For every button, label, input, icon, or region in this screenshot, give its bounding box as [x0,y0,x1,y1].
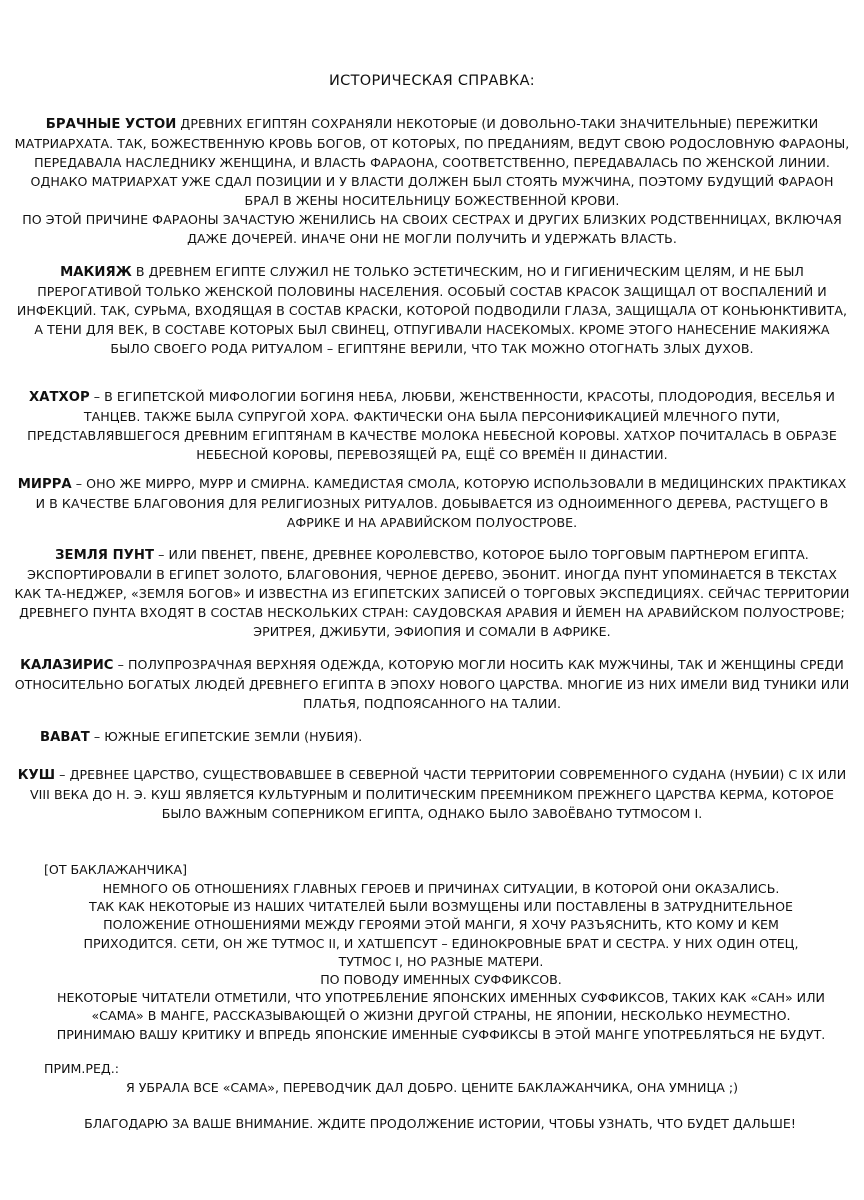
entry-text: – ЮЖНЫЕ ЕГИПЕТСКИЕ ЗЕМЛИ (НУБИЯ). [89,729,363,744]
entry-text: – В ЕГИПЕТСКОЙ МИФОЛОГИИ БОГИНЯ НЕБА, ЛЮБВИ, ЖЕНСТВЕННОСТИ, КРАСОТЫ, ПЛОДОРОДИЯ, ВЕСЕЛЬЯ И ТАНЦЕВ. ТАКЖЕ БЫЛА СУПРУГОЙ ХОРА. ФАКТИЧЕСКИ ОНА БЫЛА ПЕРСОНИФИКАЦИЕЙ МЛЕЧНОГО ПУТИ, ПРЕДСТАВЛЯВШЕГОСЯ ДРЕВНИМ ЕГИПТЯНАМ В КАЧЕСТВЕ МОЛОКА НЕБЕСНОЙ КОРОВЫ. ХАТХОР ПОЧИТАЛАСЬ В ОБРАЗЕ НЕБЕСНОЙ КОРОВЫ, ПЕРЕВОЗЯЩЕЙ РА, ЕЩЁ СО ВРЕМЁН II ДИНАСТИИ. [27,389,837,462]
entry-text: – ДРЕВНЕЕ ЦАРСТВО, СУЩЕСТВОВАВШЕЕ В СЕВЕРНОЙ ЧАСТИ ТЕРРИТОРИИ СОВРЕМЕННОГО СУДАНА (НУБИИ) С IX ИЛИ VIII ВЕКА ДО Н. Э. КУШ ЯВЛЯЕТСЯ КУЛЬТУРНЫМ И ПОЛИТИЧЕСКИМ ПРЕЕМНИКОМ ПРЕЖНЕГО ЦАРСТВА КЕРМА, КОТОРОЕ БЫЛО ВАЖНЫМ СОПЕРНИКОМ ЕГИПТА, ОДНАКО БЫЛО ЗАВОЁВАНО ТУТМОСОМ I. [29,767,847,821]
entry-marriage [14,114,850,248]
entry-hathor [14,387,850,464]
entry-term: ЗЕМЛЯ ПУНТ [55,548,155,563]
entry-paragraph [14,387,850,464]
entry-paragraph [14,474,850,532]
entry-paragraph [14,114,850,210]
translator-note [56,880,826,1044]
translator-note-line: ПО ПОВОДУ ИМЕННЫХ СУФФИКСОВ. [320,972,562,988]
entry-term: МИРРА [17,477,72,492]
entry-paragraph [14,545,850,641]
entry-text: В ДРЕВНЕМ ЕГИПТЕ СЛУЖИЛ НЕ ТОЛЬКО ЭСТЕТИЧЕСКИМ, НО И ГИГИЕНИЧЕСКИМ ЦЕЛЯМ, И НЕ БЫЛ ПРЕРОГАТИВОЙ ТОЛЬКО ЖЕНСКОЙ ПОЛОВИНЫ НАСЕЛЕНИЯ. ОСОБЫЙ СОСТАВ КРАСОК ЗАЩИЩАЛ ОТ ВОСПАЛЕНИЙ И ИНФЕКЦИЙ. ТАК, СУРЬМА, ВХОДЯЩАЯ В СОСТАВ КРАСКИ, КОТОРОЙ ПОДВОДИЛИ ГЛАЗА, ЗАЩИЩАЛА ОТ КОНЬЮНКТИВИТА, А ТЕНИ ДЛЯ ВЕК, В СОСТАВЕ КОТОРЫХ БЫЛ СВИНЕЦ, ОТПУГИВАЛИ НАСЕКОМЫХ. КРОМЕ ЭТОГО НАНЕСЕНИЕ МАКИЯЖА БЫЛО СВОЕГО РОДА РИТУАЛОМ – ЕГИПТЯНЕ ВЕРИЛИ, ЧТО ТАК МОЖНО ОТОГНАТЬ ЗЛЫХ ДУХОВ. [16,264,848,356]
entry-paragraph [14,655,850,713]
entry-myrrh [14,474,850,532]
entry-paragraph-2: ПО ЭТОЙ ПРИЧИНЕ ФАРАОНЫ ЗАЧАСТУЮ ЖЕНИЛИСЬ НА СВОИХ СЕСТРАХ И ДРУГИХ БЛИЗКИХ РОДСТВЕННИЦАХ, ВКЛЮЧАЯ ДАЖЕ ДОЧЕРЕЙ. ИНАЧЕ ОНИ НЕ МОГЛИ ПОЛУЧИТЬ И УДЕРЖАТЬ ВЛАСТЬ. [22,212,842,246]
entry-makeup [14,262,850,358]
translator-note-line: НЕМНОГО ОБ ОТНОШЕНИЯХ ГЛАВНЫХ ГЕРОЕВ И ПРИЧИНАХ СИТУАЦИИ, В КОТОРОЙ ОНИ ОКАЗАЛИСЬ. [102,881,780,896]
entry-kush [14,765,850,823]
editor-note: Я УБРАЛА ВСЕ «САМА», ПЕРЕВОДЧИК ДАЛ ДОБРО. ЦЕНИТЕ БАКЛАЖАНЧИКА, ОНА УМНИЦА ;) [125,1080,739,1095]
entry-term: БРАЧНЫЕ УСТОИ [45,117,177,132]
entry-term: МАКИЯЖ [60,265,132,280]
entry-wawat [40,727,864,747]
entry-paragraph [14,262,850,358]
translator-note-label: [ОТ БАКЛАЖАНЧИКА] [44,862,187,877]
entry-term: КАЛАЗИРИС [20,658,114,673]
entry-paragraph [14,765,850,823]
page-title: ИСТОРИЧЕСКАЯ СПРАВКА: [329,73,535,89]
translator-note-line: НЕКОТОРЫЕ ЧИТАТЕЛИ ОТМЕТИЛИ, ЧТО УПОТРЕБЛЕНИЕ ЯПОНСКИХ ИМЕННЫХ СУФФИКСОВ, ТАКИХ КАК «САН» ИЛИ «САМА» В МАНГЕ, РАССКАЗЫВАЮЩЕЙ О ЖИЗНИ ДРУГОЙ СТРАНЫ, НЕ ЯПОНИИ, НЕСКОЛЬКО НЕУМЕСТНО. ПРИНИМАЮ ВАШУ КРИТИКУ И ВПРЕДЬ ЯПОНСКИЕ ИМЕННЫЕ СУФФИКСЫ В ЭТОЙ МАНГЕ УПОТРЕБЛЯТЬСЯ НЕ БУДУТ. [56,990,826,1042]
entry-term: ВАВАТ [40,730,90,745]
entry-paragraph [40,727,864,747]
translator-note-line: ТАК КАК НЕКОТОРЫЕ ИЗ НАШИХ ЧИТАТЕЛЕЙ БЫЛИ ВОЗМУЩЕНЫ ИЛИ ПОСТАВЛЕНЫ В ЗАТРУДНИТЕЛЬНОЕ ПОЛОЖЕНИЕ ОТНОШЕНИЯМИ МЕЖДУ ГЕРОЯМИ ЭТОЙ МАНГИ, Я ХОЧУ РАЗЪЯСНИТЬ, КТО КОМУ И КЕМ ПРИХОДИТСЯ. СЕТИ, ОН ЖЕ ТУТМОС II, И ХАТШЕПСУТ – ЕДИНОКРОВНЫЕ БРАТ И СЕСТРА. У НИХ ОДИН ОТЕЦ, ТУТМОС I, НО РАЗНЫЕ МАТЕРИ. [83,899,799,969]
closing-thanks: БЛАГОДАРЮ ЗА ВАШЕ ВНИМАНИЕ. ЖДИТЕ ПРОДОЛЖЕНИЕ ИСТОРИИ, ЧТОБЫ УЗНАТЬ, ЧТО БУДЕТ ДАЛЬШЕ! [84,1116,796,1131]
entry-punt [14,545,850,641]
entry-text: – ИЛИ ПВЕНЕТ, ПВЕНЕ, ДРЕВНЕЕ КОРОЛЕВСТВО, КОТОРОЕ БЫЛО ТОРГОВЫМ ПАРТНЕРОМ ЕГИПТА. ЭКСПОРТИРОВАЛИ В ЕГИПЕТ ЗОЛОТО, БЛАГОВОНИЯ, ЧЕРНОЕ ДЕРЕВО, ЭБОНИТ. ИНОГДА ПУНТ УПОМИНАЕТСЯ В ТЕКСТАХ КАК ТА-НЕДЖЕР, «ЗЕМЛЯ БОГОВ» И ИЗВЕСТНА ИЗ ЕГИПЕТСКИХ ЗАПИСЕЙ О ТОРГОВЫХ ЭКСПЕДИЦИЯХ. СЕЙЧАС ТЕРРИТОРИИ ДРЕВНЕГО ПУНТА ВХОДЯТ В СОСТАВ НЕСКОЛЬКИХ СТРАН: САУДОВСКАЯ АРАВИЯ И ЙЕМЕН НА АРАВИЙСКОМ ПОЛУОСТРОВЕ; ЭРИТРЕЯ, ДЖИБУТИ, ЭФИОПИЯ И СОМАЛИ В АФРИКЕ. [14,547,850,639]
entry-text: ДРЕВНИХ ЕГИПТЯН СОХРАНЯЛИ НЕКОТОРЫЕ (И ДОВОЛЬНО-ТАКИ ЗНАЧИТЕЛЬНЫЕ) ПЕРЕЖИТКИ МАТРИАРХАТА. ТАК, БОЖЕСТВЕННУЮ КРОВЬ БОГОВ, ОТ КОТОРЫХ, ПО ПРЕДАНИЯМ, ВЕДУТ СВОЮ РОДОСЛОВНУЮ ФАРАОНЫ, ПЕРЕДАВАЛА НАСЛЕДНИКУ ЖЕНЩИНА, И ВЛАСТЬ ФАРАОНА, СООТВЕТСТВЕННО, ПЕРЕДАВАЛАСЬ ПО ЖЕНСКОЙ ЛИНИИ. ОДНАКО МАТРИАРХАТ УЖЕ СДАЛ ПОЗИЦИИ И У ВЛАСТИ ДОЛЖЕН БЫЛ СТОЯТЬ МУЖЧИНА, ПОЭТОМУ БУДУЩИЙ ФАРАОН БРАЛ В ЖЕНЫ НОСИТЕЛЬНИЦУ БОЖЕСТВЕННОЙ КРОВИ. [14,116,850,208]
entry-text: – ОНО ЖЕ МИРРО, МУРР И СМИРНА. КАМЕДИСТАЯ СМОЛА, КОТОРУЮ ИСПОЛЬЗОВАЛИ В МЕДИЦИНСКИХ ПРАКТИКАХ И В КАЧЕСТВЕ БЛАГОВОНИЯ ДЛЯ РЕЛИГИОЗНЫХ РИТУАЛОВ. ДОБЫВАЕТСЯ ИЗ ОДНОИМЕННОГО ДЕРЕВА, РАСТУЩЕГО В АФРИКЕ И НА АРАВИЙСКОМ ПОЛУОСТРОВЕ. [35,476,847,530]
entry-term: ХАТХОР [28,390,90,405]
entry-term: КУШ [17,768,56,783]
entry-text: – ПОЛУПРОЗРАЧНАЯ ВЕРХНЯЯ ОДЕЖДА, КОТОРУЮ МОГЛИ НОСИТЬ КАК МУЖЧИНЫ, ТАК И ЖЕНЩИНЫ СРЕДИ ОТНОСИТЕЛЬНО БОГАТЫХ ЛЮДЕЙ ДРЕВНЕГО ЕГИПТА В ЭПОХУ НОВОГО ЦАРСТВА. МНОГИЕ ИЗ НИХ ИМЕЛИ ВИД ТУНИКИ ИЛИ ПЛАТЬЯ, ПОДПОЯСАННОГО НА ТАЛИИ. [14,657,850,711]
entry-kalasiris [14,655,850,713]
editor-note-label: ПРИМ.РЕД.: [44,1061,119,1076]
